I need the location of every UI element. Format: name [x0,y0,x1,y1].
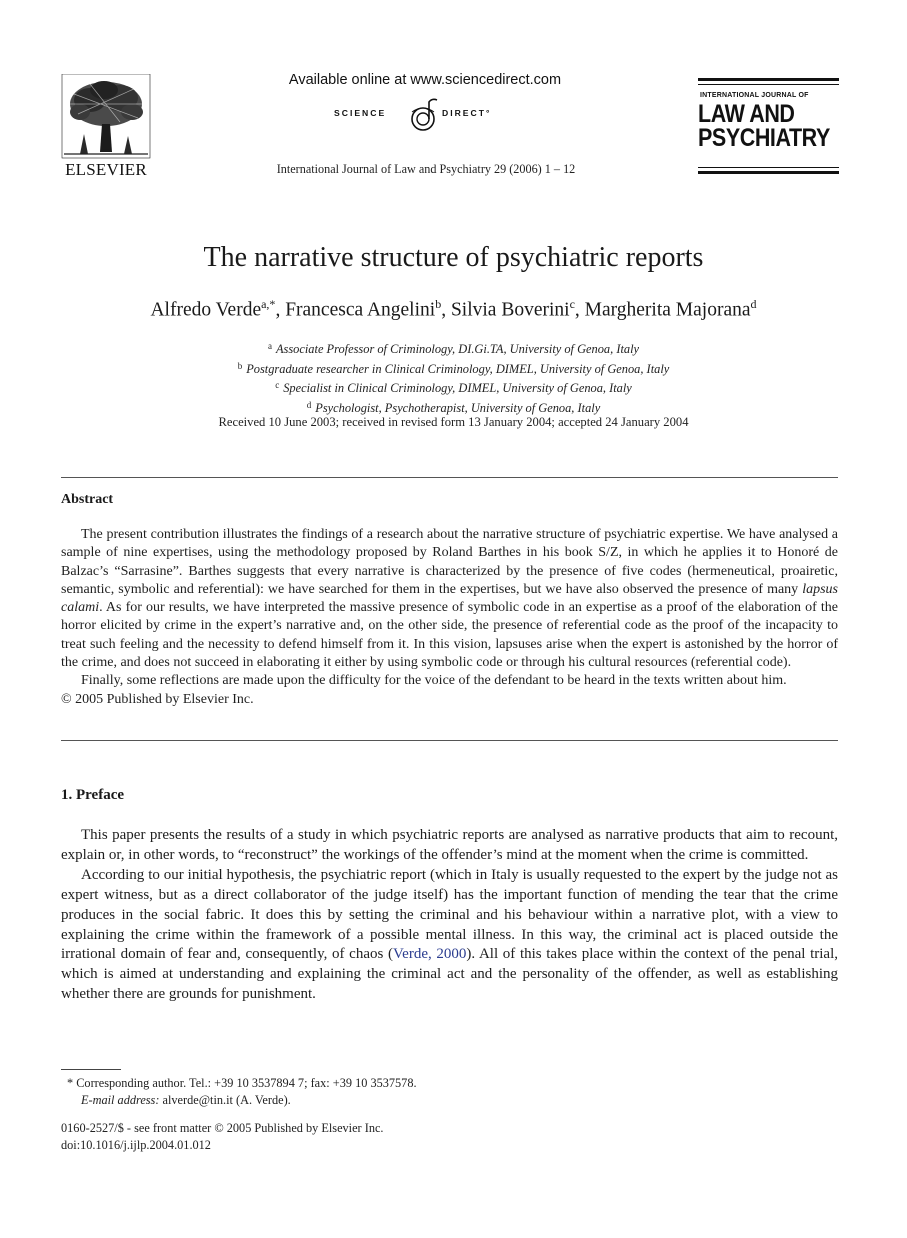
corresponding-author-note: * Corresponding author. Tel.: +39 10 3537894 7; fax: +39 10 3537578. [67,1076,417,1090]
citation-link[interactable]: Verde, 2000 [393,946,467,963]
journal-logo-rule-top-thin [698,84,839,85]
section-body [61,826,838,1005]
journal-logo-line1: LAW AND [698,100,795,128]
available-online-text: Available online at www.sciencedirect.com [288,72,562,88]
affiliation-text: Associate Professor of Criminology, DI.Gi.TA, University of Genoa, Italy [275,342,640,356]
journal-logo-rule-bottom-thin [698,167,839,168]
abstract-copyright: © 2005 Published by Elsevier Inc. [61,691,254,707]
affiliation-item [0,338,907,358]
affiliation-text: Psychologist, Psychotherapist, University of Genoa, Italy [315,400,601,415]
divider [61,740,838,741]
italic-term: lapsus calami [61,581,838,616]
body-paragraph: This paper presents the results of a study in which psychiatric reports are analysed as narrative products that aim to recount, explain or, in other words, to “reconstruct” the workings of the offender’s mind at the moment when the crime is committed. [61,827,838,863]
elsevier-tree-icon [60,74,152,160]
elsevier-logo [60,74,152,178]
affiliation-mark: b [237,360,243,371]
author-name: Margherita Majorana [584,299,751,321]
author-affiliation-mark: a,* [261,297,276,311]
publisher-name: ELSEVIER [65,160,147,179]
affiliation-mark: c [275,380,280,391]
author-name: Alfredo Verde [150,299,262,321]
affiliation-item [0,377,907,397]
author-separator: , [574,299,585,321]
author-separator: , [441,299,451,321]
affiliation-item [0,397,907,417]
abstract-body [61,526,838,709]
received-dates: Received 10 June 2003; received in revised form 13 January 2004; accepted 24 January 2004 [218,415,689,429]
affiliation-mark: a [267,341,272,351]
journal-logo-line2: PSYCHIATRY [698,124,830,152]
section-heading: 1. Preface [61,787,125,803]
author-affiliation-mark: b [435,297,442,311]
doi-line[interactable]: doi:10.1016/j.ijlp.2004.01.012 [61,1137,211,1152]
author-affiliation-mark: d [750,297,757,311]
sd-direct-word: DIRECT° [442,108,492,118]
body-paragraph: According to our initial hypothesis, the psychiatric report (which in Italy is usually requested to the expert by the judge not as expert witness, but as a direct collaborator of the judge itself) has the important function of mending the tear that the crime produces in the social fabric. It does this by setting the criminal and his behaviour within a narrative plot, with a view to explaining the crime within the framework of a possible mental illness. In this way, the criminal act is placed outside the irrational domain of fear and, consequently, of chaos (Verde, 2000). All of this takes place within the context of the penal trial, which is aimed at understanding and explaining the criminal act and the personality of the offender, as well as establishing whether there are grounds for punishment. [61,866,838,1003]
sd-science-word: SCIENCE [334,108,387,118]
email-address[interactable]: alverde@tin.it (A. Verde). [159,1092,291,1107]
author-name: Silvia Boverini [450,299,570,321]
article-title: The narrative structure of psychiatric reports [203,242,704,273]
email-note [61,1092,761,1109]
affiliation-text: Postgraduate researcher in Clinical Criminology, DIMEL, University of Genoa, Italy [246,361,670,376]
footnotes [61,1075,761,1108]
author-separator: , [275,299,286,321]
abstract-paragraph: The present contribution illustrates the findings of a research about the narrative structure of psychiatric expertise. We have analysed a sample of nine expertises, using the methodology proposed by Roland Barthes in his book S/Z, in which he applies it to Honoré de Balzac’s “Sarrasine”. Barthes suggests that every narrative is characterized by the presence of five codes (hermeneutical, proairetic, semantic, symbolic and referential): we have searched for them in the expertises, but we have also observed the presence of many lapsus calami. As for our results, we have interpreted the massive presence of symbolic code in an expertise as a proof of the elaboration of the horror elicited by crime in the expert’s narrative and, on the other side, the presence of referential code as the proof of the incapacity to treat such feeling and the necessity to defend himself from it. In this vision, lapsuses arise when the expert is astonished by the horror of the crime, and does not succeed in elaborating it either by using symbolic code or through his cultural resources (referential code). [61,527,838,671]
divider [61,477,838,478]
author-name: Francesca Angelini [285,299,436,321]
journal-reference: International Journal of Law and Psychiatry 29 (2006) 1 – 12 [276,162,576,176]
affiliation-list [0,338,907,416]
affiliation-item [0,358,907,378]
author-list [0,297,907,322]
affiliation-mark: d [306,399,312,410]
sciencedirect-d-icon [406,96,442,134]
affiliation-text: Specialist in Clinical Criminology, DIMEL, University of Genoa, Italy [283,381,632,396]
abstract-heading: Abstract [61,492,114,507]
footnote-rule [61,1069,121,1070]
abstract-paragraph: Finally, some reflections are made upon the difficulty for the voice of the defendant to be heard in the texts written about him. [81,673,787,689]
journal-logo-subtitle: INTERNATIONAL JOURNAL OF [700,92,809,99]
author-affiliation-mark: c [569,297,575,311]
sciencedirect-logo [334,96,524,134]
journal-logo-rule-top [698,78,839,81]
front-matter-line: 0160-2527/$ - see front matter © 2005 Published by Elsevier Inc. [61,1121,384,1135]
journal-logo [698,78,839,176]
journal-logo-rule-bottom [698,171,839,174]
article-meta [61,1120,384,1153]
email-label: E-mail address: [81,1092,160,1107]
